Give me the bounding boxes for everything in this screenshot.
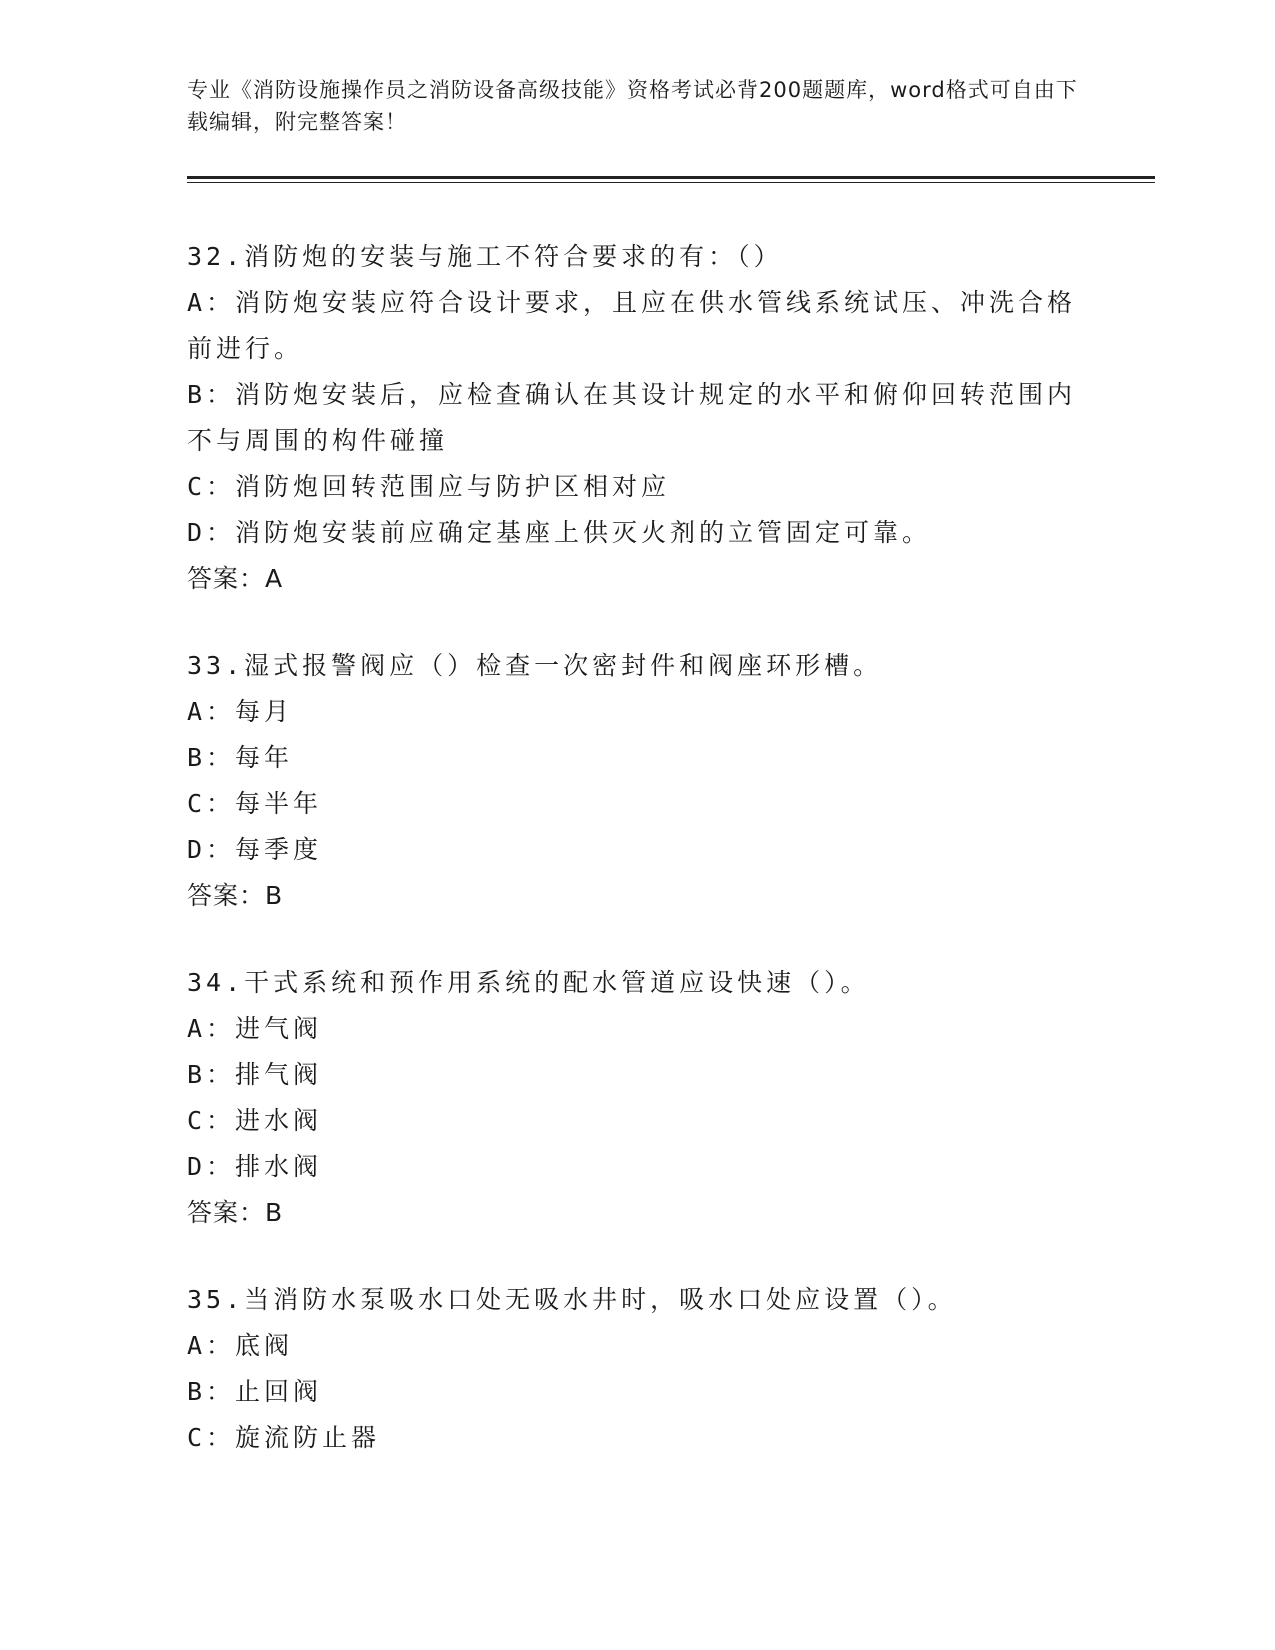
header-divider-thin	[187, 182, 1155, 183]
option-d: D：排水阀	[187, 1152, 323, 1181]
question-gap	[187, 1236, 1087, 1277]
question-34	[187, 960, 1087, 1236]
question-stem: 34.干式系统和预作用系统的配水管道应设快速（）。	[187, 968, 870, 997]
option-c: C：每半年	[187, 789, 323, 818]
option-b: B：排气阀	[187, 1060, 323, 1089]
option-c: C：旋流防止器	[187, 1423, 381, 1452]
option-c: C：进水阀	[187, 1106, 323, 1135]
answer: 答案：B	[187, 1198, 284, 1227]
option-b: B：止回阀	[187, 1377, 323, 1406]
option-b: B：消防炮安装后，应检查确认在其设计规定的水平和俯仰回转范围内不与周围的构件碰撞	[187, 380, 1077, 455]
question-stem: 35.当消防水泵吸水口处无吸水井时，吸水口处应设置（）。	[187, 1285, 957, 1314]
document-header: 专业《消防设施操作员之消防设备高级技能》资格考试必背200题题库，word格式可自由下载编辑，附完整答案！	[187, 78, 1078, 134]
header-divider-thick	[187, 176, 1155, 179]
answer: 答案：B	[187, 881, 284, 910]
answer: 答案：A	[187, 564, 284, 593]
question-33	[187, 643, 1087, 919]
option-a: A：每月	[187, 697, 294, 726]
question-32	[187, 234, 1087, 602]
question-stem: 33.湿式报警阀应（）检查一次密封件和阀座环形槽。	[187, 651, 883, 680]
option-d: D：消防炮安装前应确定基座上供灭火剂的立管固定可靠。	[187, 518, 932, 547]
option-c: C：消防炮回转范围应与防护区相对应	[187, 472, 671, 501]
question-gap	[187, 919, 1087, 960]
option-a: A：消防炮安装应符合设计要求，且应在供水管线系统试压、冲洗合格前进行。	[187, 288, 1077, 363]
option-b: B：每年	[187, 743, 294, 772]
option-a: A：底阀	[187, 1331, 294, 1360]
question-stem: 32.消防炮的安装与施工不符合要求的有：（）	[187, 242, 783, 271]
question-gap	[187, 602, 1087, 643]
option-d: D：每季度	[187, 835, 323, 864]
option-a: A：进气阀	[187, 1014, 323, 1043]
question-list	[187, 234, 1087, 1461]
question-35	[187, 1277, 1087, 1461]
